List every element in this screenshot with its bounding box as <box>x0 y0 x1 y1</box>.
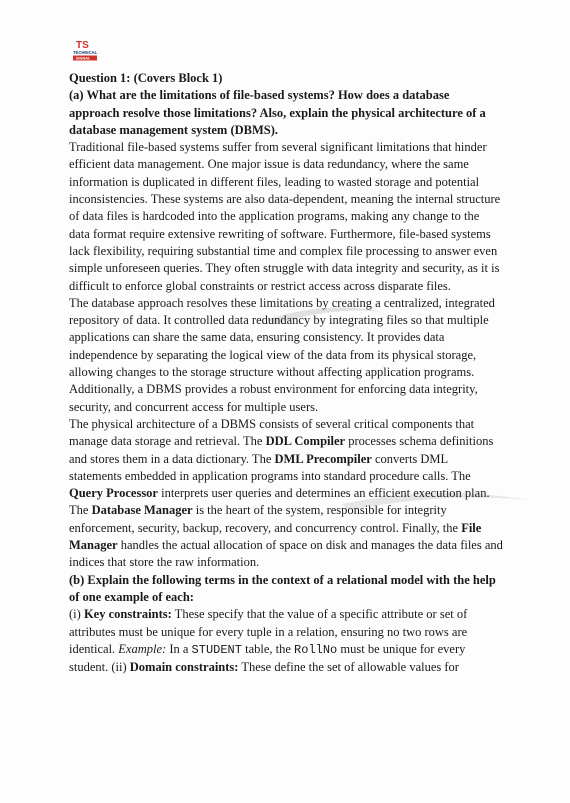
document-body <box>69 70 503 676</box>
logo-line1: TS <box>76 40 89 51</box>
example-label: Example: <box>118 641 167 656</box>
p3-text-5: is the heart of the system, responsible for integrity enforcement, security, backup, recovery, and concurrency control. Finally, the <box>69 503 462 535</box>
part-b-heading: (b) Explain the following terms in the context of a relational model with the help of one example of each: <box>69 572 496 604</box>
query-processor-term: Query Processor <box>69 486 158 501</box>
part-b-paragraph <box>69 606 503 676</box>
database-manager-term: Database Manager <box>91 503 193 518</box>
domain-constraints-text: These define the set of allowable values for <box>238 660 459 675</box>
question-title: Question 1: (Covers Block 1) <box>69 71 223 85</box>
ddl-compiler-term: DDL Compiler <box>265 434 346 449</box>
key-constraints-text: These specify that the value of a specific attribute or set of attributes must be unique for every tuple in a relation, ensuring no two rows are identical. <box>69 607 468 656</box>
logo-line2: TECHNICAL <box>73 50 98 55</box>
technical-signal-logo <box>71 38 111 62</box>
logo-line3: SIGNAL <box>76 56 91 61</box>
p3-text-4: interprets user queries and determines an efficient execution plan. The <box>69 486 490 518</box>
rollno-code: RollNo <box>294 642 338 657</box>
part-a-heading: (a) What are the limitations of file-based systems? How does a database approach resolve those limitations? Also, explain the physical architecture of a database management system (DBMS). <box>69 88 486 137</box>
p3-text-1: The physical architecture of a DBMS consists of several critical components that manage data storage and retrieval. The <box>69 416 475 449</box>
example-text-2: table, the <box>241 641 295 656</box>
key-constraints-term: Key constraints: <box>83 607 172 622</box>
file-manager-term: File Manager <box>69 520 482 553</box>
part-a-paragraph-3 <box>69 416 503 572</box>
example-text-3: must be unique for every student. (ii) <box>69 641 466 675</box>
student-table-code: STUDENT <box>191 642 242 657</box>
p3-text-2: processes schema definitions and stores them in a data dictionary. The <box>69 434 494 466</box>
part-a-paragraph-2: The database approach resolves these limitations by creating a centralized, integrated repository of data. It controlled data redundancy by integrating files so that multiple applications can share the same data, ensuring consistency. It provides data independence by separating the logical view of the data from its physical storage, allowing changes to the storage structure without affecting application programs. Additionally, a DBMS provides a robust environment for enforcing data integrity, security, and concurrent access for multiple users. <box>69 295 495 414</box>
p3-text-6: handles the actual allocation of space on disk and manages the data files and indices that store the raw information. <box>69 538 503 570</box>
domain-constraints-term: Domain constraints: <box>129 660 239 675</box>
p3-text-3: converts DML statements embedded in application programs into standard procedure calls. The <box>69 451 471 483</box>
part-b-i-prefix: (i) <box>69 607 84 622</box>
part-a-paragraph-1: Traditional file-based systems suffer from several significant limitations that hinder efficient data management. One major issue is data redundancy, where the same information is duplicated in different files, leading to wasted storage and potential inconsistencies. These systems are also data-dependent, meaning the internal structure of data files is hardcoded into the application programs, making any change to the data format require extensive rewriting of software. Furthermore, file-based systems lack flexibility, requiring substantial time and complex file processing to answer even simple unforeseen queries. They often struggle with data integrity and security, as it is difficult to enforce global constraints or restrict access across disparate files. <box>69 140 501 293</box>
dml-precompiler-term: DML Precompiler <box>274 451 372 466</box>
example-text-1: In a <box>166 641 192 656</box>
